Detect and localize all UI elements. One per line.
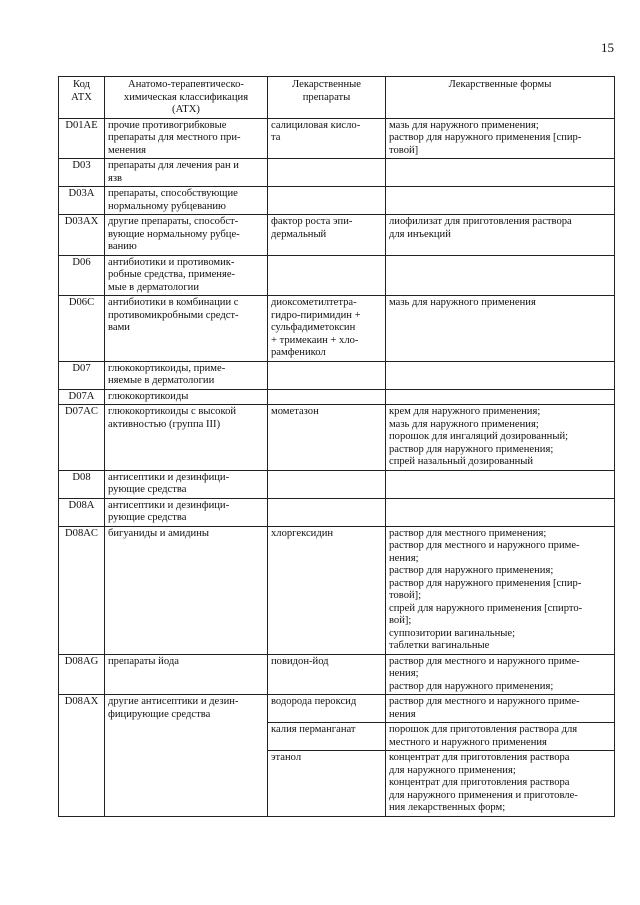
text-line: Лекарственные [292,79,361,90]
dosage-forms-cell [386,470,615,498]
text-line: Код [73,79,90,90]
text-line: бигуаниды и амидины [108,527,209,539]
text-line: антисептики и дезинфици- [108,499,230,511]
text-line: D08AX [64,696,99,707]
text-line: D03 [72,160,91,171]
dosage-forms-cell [386,695,615,723]
text-line: нормальному рубцеванию [108,200,226,212]
text-line: таблетки вагинальные [389,640,490,651]
table-row [59,255,615,296]
dosage-forms-cell [386,751,615,817]
table-row [59,215,615,256]
drug-cell [268,470,386,498]
dosage-forms-cell [386,498,615,526]
classification-cell [105,361,268,389]
text-line: хлоргексидин [271,527,334,539]
atx-code-cell [59,159,105,187]
atx-code-cell [59,255,105,296]
text-line: раствор для наружного применения; [389,443,554,455]
text-line: D08 [72,471,91,483]
classification-cell [105,215,268,256]
dosage-forms-cell [386,255,615,296]
drug-cell [268,296,386,362]
text-line: D07A [68,390,95,402]
table-row [59,118,615,159]
text-line: мазь для наружного применения [389,297,536,308]
text-line: нения; [389,668,419,679]
drug-cell [268,498,386,526]
dosage-forms-cell [386,526,615,654]
text-line: раствор для местного и наружного приме- [389,540,580,551]
text-line: калия перманганат [271,724,356,735]
text-line: препараты [302,91,351,103]
text-line: язв [108,172,123,184]
text-line: мометазон [271,406,319,417]
text-line: глюкокортикоиды с высокой [108,406,237,417]
text-line: другие антисептики и дезин- [108,696,239,707]
text-line: D08AC [65,527,98,539]
drug-cell [268,187,386,215]
text-line: раствор для местного применения; [389,527,547,539]
text-line: препараты для местного при- [108,132,241,143]
dosage-forms-cell [386,654,615,695]
text-line: менения [108,144,146,156]
header-code [59,77,105,119]
text-line: концентрат для приготовления раствора [389,777,570,788]
page-number: 15 [601,40,614,55]
atx-code-cell [59,389,105,405]
text-line: нения; [389,552,419,564]
drug-cell [268,695,386,723]
dosage-forms-cell [386,361,615,389]
drug-cell [268,389,386,405]
drug-cell [268,405,386,471]
text-line: препараты, способствующие [108,188,238,199]
table-row [59,159,615,187]
drug-cell [268,751,386,817]
text-line: дермальный [271,228,327,240]
text-line: сульфадиметоксин [271,322,356,333]
classification-cell [105,695,268,817]
text-line: суппозитории вагинальные; [389,627,516,639]
dosage-forms-cell [386,215,615,256]
text-line: вующие нормальному рубце- [108,228,240,240]
atx-code-cell [59,405,105,471]
text-line: товой]; [389,590,422,601]
text-line: противомикробными средст- [108,309,239,321]
atx-code-cell [59,526,105,654]
text-line: этанол [271,752,302,763]
text-line: порошок для приготовления раствора для [389,724,578,735]
text-line: прочие противогрибковые [108,119,227,131]
text-line: рующие средства [108,512,187,523]
dosage-forms-cell [386,118,615,159]
text-line: D06C [68,297,95,308]
text-line: гидро-пиримидин + [271,309,361,321]
text-line: препараты для лечения ран и [108,160,239,171]
text-line: глюкокортикоиды [108,390,189,402]
text-line: салициловая кисло- [271,119,361,131]
text-line: другие препараты, способст- [108,216,239,227]
text-line: антибиотики в комбинации с [108,297,239,308]
text-line: раствор для наружного применения [спир- [389,132,582,143]
text-line: D07AC [65,406,98,417]
classification-cell [105,159,268,187]
text-line: повидон-йод [271,655,329,667]
text-line: для наружного применения; [389,764,516,776]
table-body [59,118,615,816]
atx-code-cell [59,695,105,817]
text-line: D06 [72,256,91,268]
text-line: D01AE [65,119,98,131]
table-row [59,405,615,471]
text-line: препараты йода [108,655,179,667]
text-line: спрей для наружного применения [спирто- [389,602,583,614]
header-drugs [268,77,386,119]
text-line: для наружного применения и приготовле- [389,789,578,801]
text-line: крем для наружного применения; [389,406,541,417]
atx-code-cell [59,296,105,362]
table-row [59,695,615,723]
text-line: раствор для местного и наружного приме- [389,696,580,707]
text-line: диоксометилтетра- [271,297,357,308]
text-line: раствор для наружного применения; [389,680,554,692]
text-line: для инъекций [389,228,451,240]
text-line: спрей назальный дозированный [389,456,534,467]
dosage-forms-cell [386,723,615,751]
text-line: антибиотики и противомик- [108,256,235,268]
text-line: активностью (группа III) [108,418,221,430]
text-line: лиофилизат для приготовления раствора [389,216,572,227]
table-row [59,296,615,362]
drug-cell [268,159,386,187]
text-line: ванию [108,241,137,252]
text-line: рамфеникол [271,347,326,358]
drug-cell [268,361,386,389]
text-line: водорода пероксид [271,696,357,707]
text-line: порошок для ингаляций дозированный; [389,431,569,442]
text-line: Анатомо-терапевтическо- [128,79,244,90]
text-line: мые в дерматологии [108,281,200,293]
text-line: (АТХ) [172,104,200,115]
atx-code-cell [59,498,105,526]
text-line: D08A [68,499,95,511]
text-line: нения [389,708,416,720]
dosage-forms-cell [386,296,615,362]
text-line: рующие средства [108,484,187,495]
text-line: мазь для наружного применения; [389,119,539,131]
text-line: Лекарственные формы [448,79,552,90]
header-forms [386,77,615,119]
atx-code-cell [59,215,105,256]
table-row [59,361,615,389]
text-line: раствор для наружного применения [спир- [389,577,582,589]
table-row [59,654,615,695]
classification-cell [105,526,268,654]
classification-cell [105,389,268,405]
text-line: ния лекарственных форм; [389,802,506,813]
atx-code-cell [59,361,105,389]
classification-cell [105,498,268,526]
text-line: антисептики и дезинфици- [108,471,230,483]
dosage-forms-cell [386,187,615,215]
classification-cell [105,118,268,159]
table-row [59,389,615,405]
table-row [59,498,615,526]
text-line: вами [108,322,130,333]
atx-table [58,76,615,817]
table-row [59,470,615,498]
atx-code-cell [59,187,105,215]
table-row [59,187,615,215]
text-line: вой]; [389,615,412,626]
drug-cell [268,215,386,256]
atx-code-cell [59,118,105,159]
header-classification [105,77,268,119]
text-line: АТХ [71,91,92,103]
drug-cell [268,255,386,296]
text-line: фактор роста эпи- [271,216,353,227]
text-line: концентрат для приготовления раствора [389,752,570,763]
text-line: та [271,132,281,143]
classification-cell [105,296,268,362]
drug-cell [268,723,386,751]
dosage-forms-cell [386,389,615,405]
text-line: раствор для местного и наружного приме- [389,655,580,667]
drug-cell [268,526,386,654]
classification-cell [105,654,268,695]
text-line: химическая классификация [123,91,249,103]
text-line: D08AG [64,655,99,667]
dosage-forms-cell [386,405,615,471]
drug-cell [268,118,386,159]
text-line: няемые в дерматологии [108,375,215,386]
drug-cell [268,654,386,695]
text-line: раствор для наружного применения; [389,565,554,576]
text-line: D03AX [64,216,99,227]
classification-cell [105,405,268,471]
text-line: фицирующие средства [108,708,211,720]
classification-cell [105,255,268,296]
text-line: глюкокортикоиды, приме- [108,362,226,374]
atx-code-cell [59,470,105,498]
text-line: мазь для наружного применения; [389,418,539,430]
text-line: робные средства, применяе- [108,269,236,280]
text-line: D07 [72,362,91,374]
dosage-forms-cell [386,159,615,187]
text-line: товой] [389,144,419,156]
table-header-row [59,77,615,119]
text-line: местного и наружного применения [389,736,547,748]
classification-cell [105,470,268,498]
table-row [59,526,615,654]
atx-code-cell [59,654,105,695]
text-line: D03A [68,188,95,199]
text-line: + тримекаин + хло- [271,334,359,346]
classification-cell [105,187,268,215]
